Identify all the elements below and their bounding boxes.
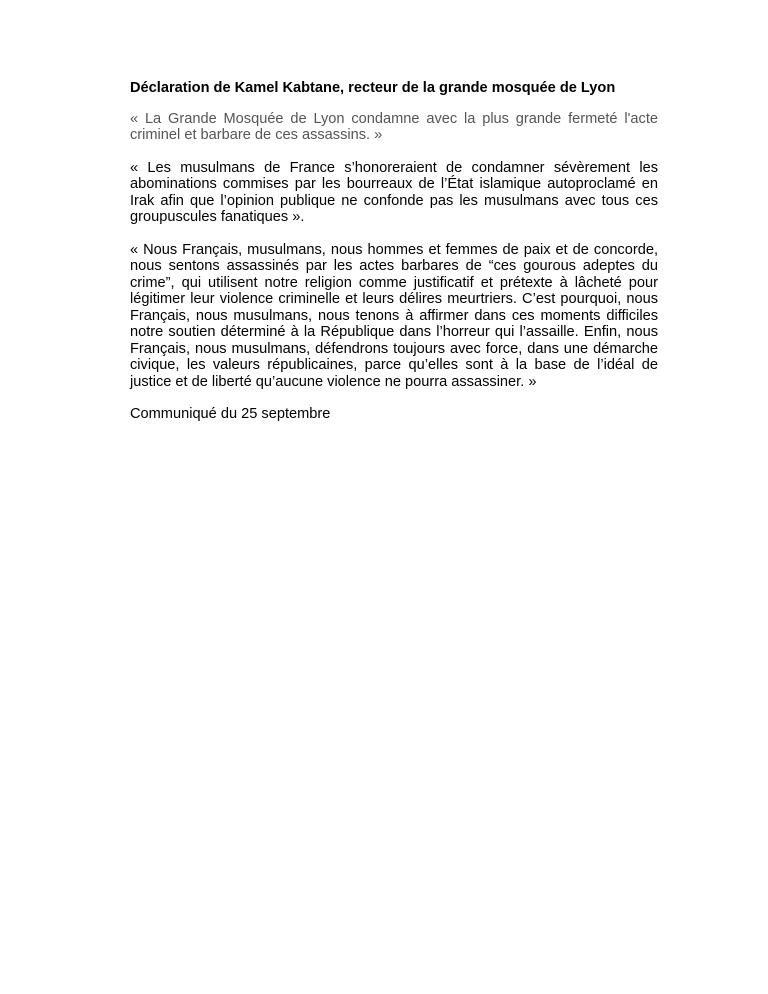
document-title: Déclaration de Kamel Kabtane, recteur de la grande mosquée de Lyon bbox=[130, 80, 616, 96]
paragraph-condemnation: « La Grande Mosquée de Lyon condamne avec la plus grande fermeté l'acte criminel et barbare de ces assassins. » bbox=[130, 110, 658, 143]
document-page bbox=[130, 80, 658, 423]
document-footer: Communiqué du 25 septembre bbox=[130, 406, 331, 422]
paragraph-statement: « Nous Français, musulmans, nous hommes et femmes de paix et de concorde, nous sentons assassinés par les actes barbares de “ces gourous adeptes du crime”, qui utilisent notre religion comme justificatif et prétexte à lâcheté pour légitimer leur violence criminelle et leurs délires meurtriers. C’est pourquoi, nous Français, nous musulmans, nous tenons à affirmer dans ces moments difficiles notre soutien déterminé à la République dans l’horreur qui l’assaille. Enfin, nous Français, nous musulmans, défendrons toujours avec force, dans une démarche civique, les valeurs républicaines, parce qu’elles sont à la base de l’idéal de justice et de liberté qu’aucune violence ne pourra assassiner. » bbox=[130, 241, 658, 390]
paragraph-muslims-of-france: « Les musulmans de France s’honoreraient de condamner sévèrement les abominations commises par les bourreaux de l’État islamique autoproclamé en Irak afin que l’opinion publique ne confonde pas les musulmans avec tous ces groupuscules fanatiques ». bbox=[130, 159, 658, 225]
